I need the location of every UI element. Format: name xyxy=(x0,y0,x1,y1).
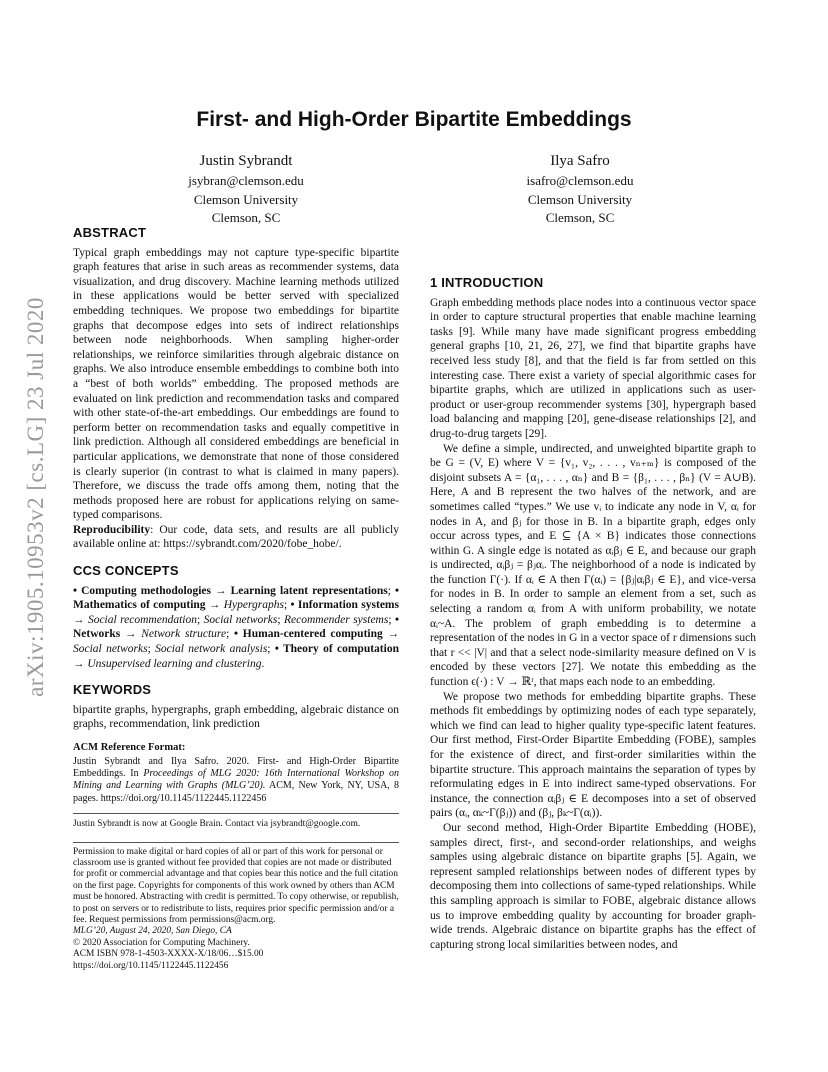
ccs-subterm: Hypergraphs xyxy=(223,599,284,612)
paper-title: First- and High-Order Bipartite Embeddings xyxy=(196,108,632,131)
keywords-body: bipartite graphs, hypergraphs, graph embedding, algebraic distance on graphs, recommendation, link prediction xyxy=(73,703,399,731)
ccs-subterm: Social networks xyxy=(203,613,278,626)
reference-format-text xyxy=(73,756,399,806)
intro-heading: 1 INTRODUCTION xyxy=(430,275,544,290)
reference-format-heading: ACM Reference Format: xyxy=(73,742,186,753)
ccs-sep: . xyxy=(261,657,265,670)
ccs-subterm: Recommender systems xyxy=(283,613,389,626)
ccs-heading: CCS CONCEPTS xyxy=(73,563,179,579)
ccs-subterm: Social recommendation xyxy=(87,613,197,626)
ccs-term: • Mathematics of computing xyxy=(73,584,400,612)
ccs-sep: ; xyxy=(277,613,284,626)
reproducibility-paragraph xyxy=(73,523,399,552)
ccs-sep: ; xyxy=(387,584,395,597)
ccs-sep: ; xyxy=(267,643,275,656)
ccs-sep: ; xyxy=(196,613,204,626)
ccs-sep: ; xyxy=(283,599,291,612)
reference-format-part: ACM, New York, NY, USA, 8 pages. https://doi.org/10.1145/1122445.1122456 xyxy=(73,780,399,804)
footnote-rule xyxy=(73,813,399,814)
doi-line: https://doi.org/10.1145/1122445.1122456 xyxy=(73,960,229,971)
ccs-term: • Information systems xyxy=(290,599,399,612)
author-affiliation: Clemson University xyxy=(193,191,299,207)
arxiv-watermark xyxy=(16,297,56,697)
abstract-body: Typical graph embeddings may not capture type-specific bipartite graph features that arise in such areas as recommender systems, data visualization, and drug discovery. Machine learning methods utilized in these applications would be better served with specialized embedding techniques. We propose two embeddings for bipartite graphs that decompose edges into sets of indirect relationships between node neighborhoods. When sampling higher-order relationships, we reinforce similarities through algebraic distance on graphs. We also introduce ensemble embeddings to combine both into a “best of both worlds” embedding. The proposed methods are evaluated on link prediction and recommendation tasks and compared with other state-of-the-art embeddings. Our embeddings are found to perform better on recommendation tasks and equally competitive in link prediction. Although all considered embeddings are beneficial in particular applications, we demonstrate that none of those considered is clearly superior (in contrast to what is claimed in many papers). Therefore, we discuss the trade offs among them, noting that the methods proposed here are robust for applications relying on same-typed comparisons. xyxy=(73,246,399,522)
ccs-arrow: → xyxy=(73,657,88,670)
ccs-term: • Human-centered computing xyxy=(234,628,383,641)
abstract-heading: ABSTRACT xyxy=(73,225,147,240)
permission-notice: Permission to make digital or hard copies of all or part of this work for personal or classroom use is granted without fee provided that copies are not made or distributed for profit or commercial advantage and that copies bear this notice and the full citation on the first page. Copyrights for components of this work owned by others than ACM must be honored. Abstracting with credit is permitted. To copy otherwise, or republish, to post on servers or to redistribute to lists, requires prior specific permission and/or a fee. Request permissions from permissions@acm.org. xyxy=(73,846,399,926)
isbn-line: ACM ISBN 978-1-4503-XXXX-X/18/06…$15.00 xyxy=(73,949,264,960)
intro-paragraph-1: Graph embedding methods place nodes into a continuous vector space in order to capture structural properties that enable machine learning tasks [9]. While many have made significant progress embedding general graphs [10, 21, 26, 27], we find that bipartite graphs have received less study [8], and that the field is far from settled on this interesting case. There exist a variety of special algorithmic cases for bipartite graphs, which are utilized in applications such as user-product or user-group recommender systems [30], hypergraph based load balancing and mapping [20], gene-disease relationships [2], and drug-to-drug targets [29]. xyxy=(430,296,756,440)
ccs-subterm: Social network analysis xyxy=(155,643,268,656)
author-email: isafro@clemson.edu xyxy=(526,173,634,188)
author-block-2 xyxy=(430,150,730,228)
ccs-sep: ; xyxy=(226,628,235,641)
ccs-concepts xyxy=(73,584,399,672)
reproducibility-label: Reproducibility xyxy=(73,523,151,536)
ccs-arrow: → xyxy=(73,613,88,626)
intro-paragraph-4: Our second method, High-Order Bipartite Embedding (HOBE), samples direct, first-, and second-order relationships, and weighs samples using algebraic distance on bipartite graphs [5]. Again, we represent sampled relationships between nodes of different types by decomposing them into collections of same-typed relationships. While this sampling approach is similar to FOBE, algebraic distance allows us to improve embedding quality by accounting for broader graph-wide trends. Algebraic distance on bipartite graphs has the effect of capturing strong local similarities between nodes, and xyxy=(430,821,756,951)
reference-format-proceedings: Proceedings of MLG 2020: 16th International Workshop on Mining and Learning with Graphs (MLG’20). xyxy=(73,768,399,792)
permission-rule xyxy=(73,842,399,843)
author-email: jsybran@clemson.edu xyxy=(188,173,304,188)
reference-format-part: Justin Sybrandt and Ilya Safro. 2020. First- and High-Order Bipartite Embeddings. In xyxy=(73,755,399,779)
author-block-1 xyxy=(96,150,396,228)
ccs-arrow: → xyxy=(120,628,142,641)
author-name: Ilya Safro xyxy=(550,153,610,169)
author-name: Justin Sybrandt xyxy=(199,153,293,169)
ccs-term: • Theory of computation xyxy=(274,643,399,656)
reproducibility-text: : Our code, data sets, and results are all publicly available online at: https://sybrandt.com/2020/fobe_hobe/. xyxy=(73,523,399,551)
ccs-sep: ; xyxy=(388,613,395,626)
keywords-heading: KEYWORDS xyxy=(73,682,152,698)
ccs-arrow: → xyxy=(382,628,399,641)
author-location: Clemson, SC xyxy=(545,210,615,225)
ccs-subterm: Social networks xyxy=(73,643,148,656)
author-location: Clemson, SC xyxy=(211,210,281,225)
reference-continuation-space xyxy=(430,230,756,272)
ccs-term: • Computing methodologies → Learning latent representations xyxy=(73,584,388,597)
copyright-line: © 2020 Association for Computing Machinery. xyxy=(73,937,250,948)
venue-line: MLG’20, August 24, 2020, San Diego, CA xyxy=(73,926,232,937)
ccs-subterm: Unsupervised learning and clustering xyxy=(87,657,262,670)
intro-paragraph-2: We define a simple, undirected, and unweighted bipartite graph to be G = (V, E) where V = {v₁, v₂, . . . , vₙ₊ₘ} is composed of the disjoint subsets A = {α₁, . . . , αₙ} and B = {β₁, . . . , βₙ} (V = A∪B). Here, A and B represent the two halves of the network, and are sometimes called “types.” We use vᵢ to indicate any node in V, αᵢ for nodes in A, and βⱼ for those in B. In a bipartite graph, edges only occur across types, and E ⊆ {A × B} indicates those connections within G. A single edge is notated as αᵢβⱼ ∈ E, and because our graph is undirected, αᵢβⱼ = βⱼαᵢ. The neighborhood of a node is indicated by the function Γ(·). If αᵢ ∈ A then Γ(αᵢ) = {βⱼ|αᵢβⱼ ∈ E}, and vice-versa for nodes in B. In order to sample an element from a set, such as selecting a random αᵢ from A with uniform probability, we notate αᵢ~A. The problem of graph embedding is to determine a representation of the nodes in G in a vector space of r dimensions such that r << |V| and that a select node-similarity measure defined on V is encoded by these vectors [27]. We notate this embedding as the function ϵ(·) : V → ℝʳ, that maps each node to an embedding. xyxy=(430,442,756,689)
left-column xyxy=(73,226,399,972)
right-column xyxy=(430,230,756,952)
intro-paragraph-3: We propose two methods for embedding bipartite graphs. These methods fit embeddings by optimizing nodes of each type separately, which we find can lead to higher quality type-specific latent features. Our first method, First-Order Bipartite Embedding (FOBE), samples for the existence of direct, and first-order similarities within the bipartite structure. This approach maintains the separation of types by reformulating edges in E into indirect same-typed observations. For instance, the connection αᵢβⱼ ∈ E decomposes into a set of observed pairs (αᵢ, αₖ~Γ(βⱼ)) and (βⱼ, βₖ~Γ(αᵢ)). xyxy=(430,690,756,820)
footnote: Justin Sybrandt is now at Google Brain. Contact via jsybrandt@google.com. xyxy=(73,819,361,830)
author-affiliation: Clemson University xyxy=(527,191,633,207)
ccs-subterm: Network structure xyxy=(141,628,227,641)
arxiv-id: arXiv:1905.10953v2 [cs.LG] 23 Jul 2020 xyxy=(23,297,48,697)
ccs-term: • Networks xyxy=(73,613,400,641)
ccs-sep: ; xyxy=(147,643,156,656)
ccs-arrow: → xyxy=(205,599,224,612)
